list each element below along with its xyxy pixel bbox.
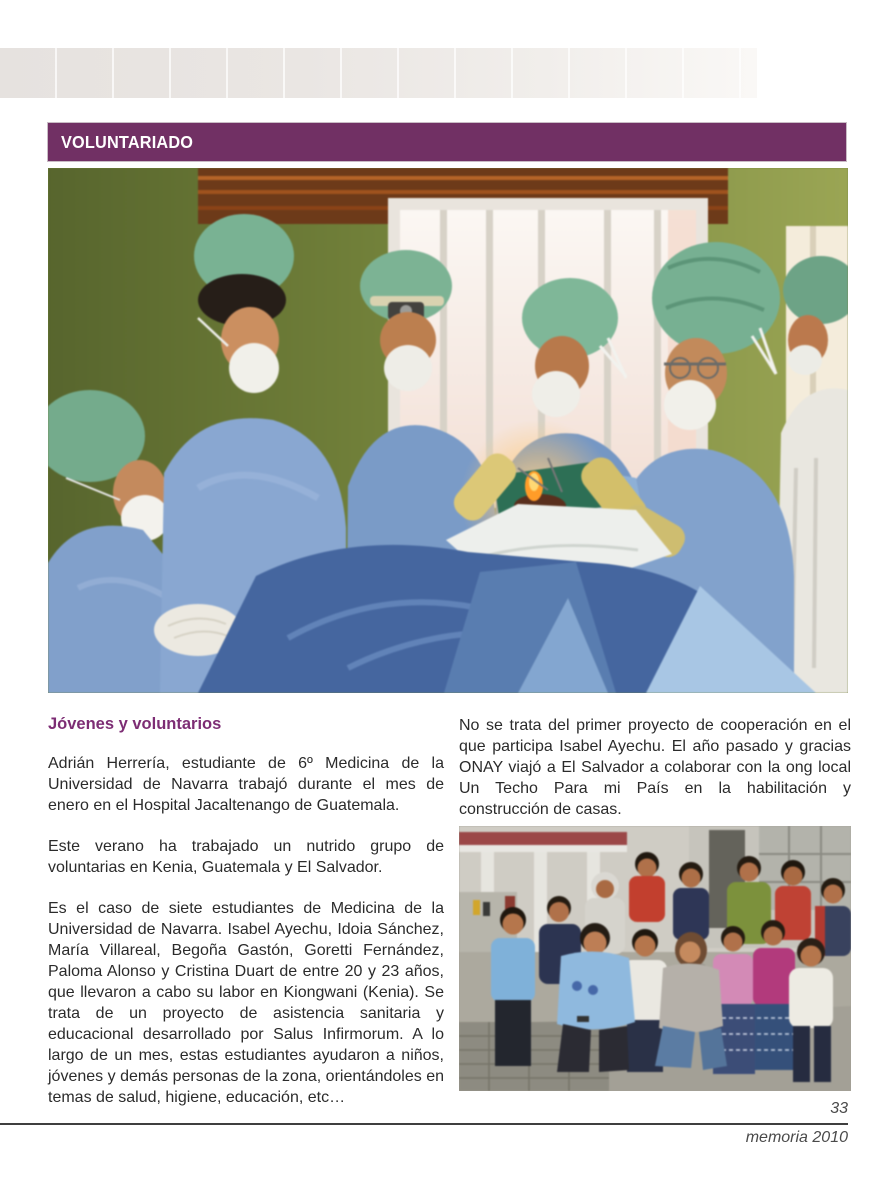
left-paragraph-3: Es el caso de siete estudiantes de Medicina de la Universidad de Navarra. Isabel Ayechu, Idoia Sánchez, María Villareal, Begoña Gastón, Goretti Fernández, Paloma Alonso y Cristina Duart de entre 20 y 23 años, que llevaron a cabo su labor en Kiongwani (Kenia). Se trata de un proyecto de asistencia sanitaria y educacional desarrollado por Salus Infirmorum. A lo largo de un mes, estas estudiantes ayudaron a niños, jóvenes y demás personas de la zona, orientándoles en temas de salud, higiene, educación, etc…: [48, 900, 444, 1106]
page-number: 33: [830, 1100, 848, 1117]
section-title: VOLUNTARIADO: [61, 132, 194, 152]
top-gradient-bar: [0, 48, 757, 98]
left-paragraph-2: Este verano ha trabajado un nutrido grupo de voluntarias en Kenia, Guatemala y El Salvador.: [48, 838, 444, 876]
right-paragraph-1: No se trata del primer proyecto de cooperación en el que participa Isabel Ayechu. El año pasado y gracias ONAY viajó a El Salvador a colaborar con la ong local Un Techo Para mi País en la habilitación y construcción de casas.: [459, 717, 851, 818]
footer-rule: [0, 1123, 848, 1125]
surgery-photo-illustration: [48, 168, 848, 693]
children-photo-illustration: [459, 826, 851, 1091]
left-column: [48, 715, 444, 1108]
left-paragraph-1: Adrián Herrería, estudiante de 6º Medicina de la Universidad de Navarra trabajó durante el mes de enero en el Hospital Jacaltenango de Guatemala.: [48, 755, 444, 814]
publication-title: memoria 2010: [745, 1129, 848, 1146]
right-column: [459, 715, 851, 1091]
article-heading: Jóvenes y voluntarios: [48, 715, 222, 733]
surgery-team-photo: [48, 168, 848, 693]
children-group-photo: [459, 826, 851, 1091]
section-header-bar: [47, 122, 847, 162]
